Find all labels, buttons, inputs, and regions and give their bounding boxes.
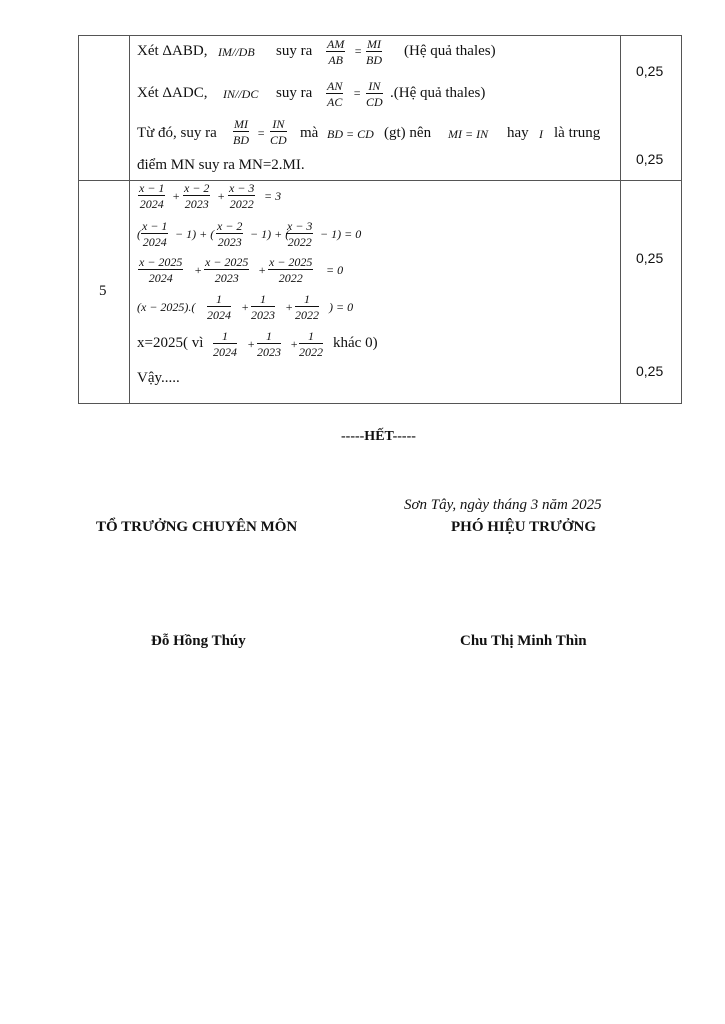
fraction: $\frac{IN}{CD}$: [366, 79, 383, 109]
row4-line4: điểm MN suy ra MN=2.MI.: [137, 157, 305, 173]
fraction: $\frac{1}{2024}$: [213, 329, 237, 359]
right-signatory-title: PHÓ HIỆU TRƯỞNG: [451, 519, 597, 535]
fraction: $\frac{x - 2025}{2024}$: [139, 255, 183, 285]
col-divider-2: [620, 35, 621, 404]
row4-line3-gt: (gt) nên: [384, 125, 432, 141]
plus-sign: +: [241, 300, 250, 314]
plus-sign: +: [290, 337, 299, 351]
fraction: $\frac{1}{2023}$: [251, 292, 275, 322]
equals-sign: =: [353, 86, 362, 100]
row4-line3-hay: hay: [507, 125, 529, 141]
left-signatory-title: TỔ TRƯỞNG CHUYÊN MÔN: [96, 519, 298, 535]
fraction: $\frac{x - 3}{2022}$: [287, 219, 313, 249]
minus-one-term: − 1) + (: [175, 227, 215, 241]
table-border-bottom: [78, 403, 682, 404]
date-line: Sơn Tây, ngày tháng 3 năm 2025: [404, 497, 602, 513]
row5-number: 5: [99, 283, 107, 299]
fraction: $\frac{1}{2022}$: [295, 292, 319, 322]
row4-line2-pre: Xét ΔADC,: [137, 85, 208, 101]
fraction: $\frac{MI}{BD}$: [366, 37, 382, 67]
plus-sign: +: [194, 263, 203, 277]
fraction: $\frac{AN}{AC}$: [327, 79, 343, 109]
fraction: $\frac{1}{2022}$: [299, 329, 323, 359]
row4-line1-pre: Xét ΔABD,: [137, 43, 208, 59]
row4-line2-note: .(Hệ quả thales): [390, 85, 486, 101]
row4-line3-end: là trung: [554, 125, 601, 141]
row4-score-2: 0,25: [636, 151, 664, 167]
equation-rhs: ) = 0: [329, 300, 354, 314]
row5-vay: Vậy.....: [137, 370, 180, 386]
row4-line2-cond: IN//DC: [223, 87, 259, 101]
row4-score-1: 0,25: [636, 63, 664, 79]
factor-term: (x − 2025).(: [137, 300, 196, 314]
plus-sign: +: [217, 189, 226, 203]
row5-score-2: 0,25: [636, 363, 664, 379]
fraction: $\frac{x - 3}{2022}$: [229, 181, 255, 211]
equals-sign: =: [354, 44, 363, 58]
fraction: $\frac{1}{2024}$: [207, 292, 231, 322]
row4-line3-bdcd: BD = CD: [327, 127, 374, 141]
fraction: $\frac{x - 2025}{2023}$: [205, 255, 249, 285]
fraction: $\frac{x - 2025}{2022}$: [269, 255, 313, 285]
fraction: $\frac{IN}{CD}$: [270, 117, 287, 147]
fraction: $\frac{x - 1}{2024}$: [142, 219, 168, 249]
plus-sign: +: [285, 300, 294, 314]
table-border-top: [78, 35, 682, 36]
row4-line1-cond: IM//DB: [218, 45, 255, 59]
fraction: $\frac{1}{2023}$: [257, 329, 281, 359]
fraction: $\frac{MI}{BD}$: [233, 117, 249, 147]
row4-line3-mi-in: MI = IN: [448, 127, 489, 141]
table-border-right: [681, 35, 682, 404]
row5-conclusion-pre: x=2025( vì: [137, 335, 204, 351]
plus-sign: +: [172, 189, 181, 203]
table-border-left: [78, 35, 79, 404]
equation-rhs: − 1) = 0: [320, 227, 362, 241]
equation-rhs: = 3: [264, 189, 282, 203]
fraction: $\frac{x - 1}{2024}$: [139, 181, 165, 211]
row5-score-1: 0,25: [636, 250, 664, 266]
open-paren: (: [137, 227, 141, 241]
fraction: $\frac{AM}{AB}$: [327, 37, 345, 67]
plus-sign: +: [258, 263, 267, 277]
col-divider-1: [129, 35, 130, 404]
fraction: $\frac{x - 2}{2023}$: [184, 181, 210, 211]
row4-line3-ma: mà: [300, 125, 319, 141]
row5-conclusion-end: khác 0): [333, 335, 378, 351]
row4-line1-mid: suy ra: [276, 43, 313, 59]
right-signatory-name: Chu Thị Minh Thìn: [460, 633, 587, 649]
row4-line3-pre: Từ đó, suy ra: [137, 125, 217, 141]
fraction: $\frac{x - 2}{2023}$: [217, 219, 243, 249]
left-signatory-name: Đỗ Hồng Thúy: [151, 633, 246, 649]
row-divider: [78, 180, 682, 181]
row4-line1-note: (Hệ quả thales): [404, 43, 496, 59]
equals-sign: =: [257, 126, 266, 140]
row4-line2-mid: suy ra: [276, 85, 313, 101]
minus-one-term: − 1) + (: [250, 227, 290, 241]
row4-line3-i: I: [539, 127, 543, 141]
plus-sign: +: [247, 337, 256, 351]
end-marker: -----HẾT-----: [341, 429, 416, 444]
equation-rhs: = 0: [326, 263, 344, 277]
